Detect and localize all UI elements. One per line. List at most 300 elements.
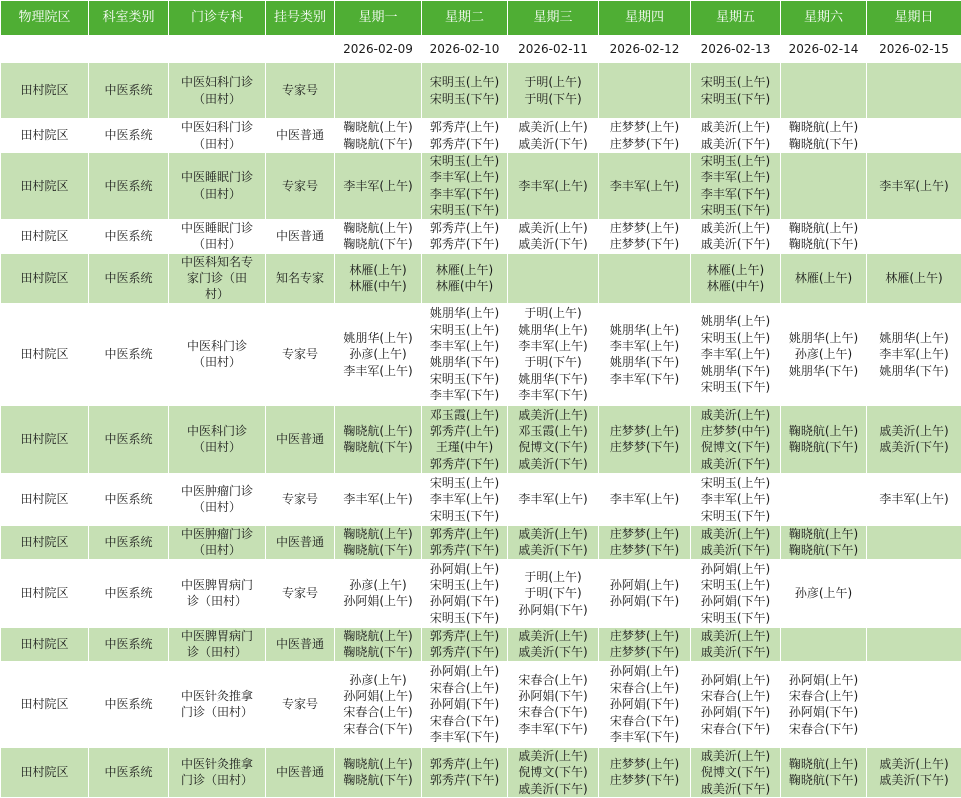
cell-line: 庄梦梦(上午) bbox=[599, 526, 690, 542]
cell-line: 孙阿娟(下午) bbox=[508, 688, 598, 704]
table-row bbox=[1, 747, 961, 797]
cell-line: 孙阿娟(上午) bbox=[691, 672, 780, 688]
schedule-cell-tuesday bbox=[422, 303, 508, 405]
cell-line: 姚朋华(上午) bbox=[867, 330, 961, 346]
cell-line: 李丰军(上午) bbox=[422, 338, 507, 354]
cell-line: 李丰军(上午) bbox=[867, 178, 961, 194]
schedule-cell-friday bbox=[691, 559, 781, 627]
cell-line: 宋明玉(上午) bbox=[691, 153, 780, 169]
cell-line: （田村） bbox=[169, 91, 265, 107]
cell-line: 宋春合(下午) bbox=[335, 721, 421, 737]
cell-line: 李丰军(上午) bbox=[867, 346, 961, 362]
schedule-cell-thursday bbox=[599, 473, 691, 525]
cell-line: 宋春合(上午) bbox=[422, 680, 507, 696]
schedule-cell-monday bbox=[335, 559, 422, 627]
schedule-cell-monday bbox=[335, 153, 422, 220]
cell-line: 戚美沂(上午) bbox=[691, 748, 780, 764]
campus-cell: 田村院区 bbox=[1, 627, 89, 661]
table-row bbox=[1, 405, 961, 473]
cell-line: 郭秀芹(下午) bbox=[422, 236, 507, 252]
schedule-cell-thursday bbox=[599, 405, 691, 473]
cell-line: 宋明玉(上午) bbox=[422, 153, 507, 169]
cell-line: 庄梦梦(上午) bbox=[599, 119, 690, 135]
cell-line: 李丰军(上午) bbox=[867, 491, 961, 507]
dept-cell: 中医系统 bbox=[89, 63, 169, 119]
cell-line: 孙阿娟(上午) bbox=[422, 561, 507, 577]
cell-line: （田村） bbox=[169, 354, 265, 370]
campus-cell: 田村院区 bbox=[1, 303, 89, 405]
campus-cell: 田村院区 bbox=[1, 63, 89, 119]
cell-line: 鞠晓航(下午) bbox=[781, 772, 866, 788]
cell-line: 孙阿娟(上午) bbox=[335, 688, 421, 704]
schedule-cell-tuesday bbox=[422, 525, 508, 559]
schedule-cell-monday bbox=[335, 219, 422, 253]
date-cell-empty bbox=[169, 36, 266, 63]
schedule-cell-tuesday bbox=[422, 253, 508, 303]
cell-line: 孙阿娟(上午) bbox=[691, 561, 780, 577]
schedule-cell-tuesday bbox=[422, 627, 508, 661]
cell-line: 庄梦梦(下午) bbox=[599, 772, 690, 788]
schedule-cell-wednesday bbox=[508, 219, 599, 253]
schedule-cell-sunday bbox=[867, 303, 961, 405]
header-friday: 星期五 bbox=[691, 1, 781, 36]
cell-line: 中医科门诊 bbox=[169, 338, 265, 354]
schedule-cell-thursday bbox=[599, 747, 691, 797]
schedule-cell-wednesday bbox=[508, 525, 599, 559]
cell-line: 鞠晓航(下午) bbox=[781, 439, 866, 455]
schedule-cell-sunday bbox=[867, 661, 961, 747]
cell-line: 庄梦梦(下午) bbox=[599, 542, 690, 558]
cell-line: 李丰军(上午) bbox=[335, 178, 421, 194]
schedule-cell-saturday bbox=[781, 219, 867, 253]
cell-line: 孙阿娟(下午) bbox=[599, 696, 690, 712]
schedule-cell-saturday bbox=[781, 627, 867, 661]
cell-line: 宋明玉(上午) bbox=[691, 74, 780, 90]
cell-line: 郭秀芹(上午) bbox=[422, 756, 507, 772]
cell-line: 林雁(中午) bbox=[422, 278, 507, 294]
cell-line: 戚美沂(下午) bbox=[508, 542, 598, 558]
header-thursday: 星期四 bbox=[599, 1, 691, 36]
clinic-cell bbox=[169, 627, 266, 661]
dept-cell: 中医系统 bbox=[89, 153, 169, 220]
schedule-cell-wednesday bbox=[508, 303, 599, 405]
cell-line: 戚美沂(上午) bbox=[867, 756, 961, 772]
clinic-cell bbox=[169, 63, 266, 119]
date-thursday: 2026-02-12 bbox=[599, 36, 691, 63]
reg-type-cell: 专家号 bbox=[266, 473, 335, 525]
cell-line: 宋春合(下午) bbox=[691, 721, 780, 737]
dept-cell: 中医系统 bbox=[89, 661, 169, 747]
schedule-cell-saturday bbox=[781, 525, 867, 559]
schedule-cell-tuesday bbox=[422, 63, 508, 119]
cell-line: 孙阿娟(下午) bbox=[781, 704, 866, 720]
cell-line: 林雁(上午) bbox=[867, 270, 961, 286]
cell-line: 宋明玉(下午) bbox=[691, 508, 780, 524]
cell-line: 李丰军(上午) bbox=[599, 338, 690, 354]
cell-line: 戚美沂(上午) bbox=[691, 628, 780, 644]
clinic-cell bbox=[169, 119, 266, 153]
cell-line: 宋春合(下午) bbox=[508, 704, 598, 720]
header-dept: 科室类别 bbox=[89, 1, 169, 36]
table-row bbox=[1, 119, 961, 153]
reg-type-cell: 知名专家 bbox=[266, 253, 335, 303]
cell-line: 于明(上午) bbox=[508, 569, 598, 585]
schedule-cell-monday bbox=[335, 119, 422, 153]
cell-line: 姚朋华(下午) bbox=[508, 371, 598, 387]
cell-line: 郭秀芹(上午) bbox=[422, 220, 507, 236]
cell-line: 孙彦(上午) bbox=[335, 577, 421, 593]
cell-line: 鞠晓航(下午) bbox=[335, 644, 421, 660]
schedule-cell-tuesday bbox=[422, 119, 508, 153]
cell-line: 戚美沂(上午) bbox=[508, 748, 598, 764]
cell-line: 林雁(上午) bbox=[335, 262, 421, 278]
cell-line: 王瑾(中午) bbox=[422, 439, 507, 455]
schedule-cell-wednesday bbox=[508, 153, 599, 220]
schedule-cell-thursday bbox=[599, 559, 691, 627]
date-sunday: 2026-02-15 bbox=[867, 36, 961, 63]
schedule-cell-tuesday bbox=[422, 405, 508, 473]
cell-line: 宋明玉(上午) bbox=[691, 577, 780, 593]
cell-line: 庄梦梦(中午) bbox=[691, 423, 780, 439]
cell-line: 鞠晓航(上午) bbox=[335, 423, 421, 439]
cell-line: 宋春合(上午) bbox=[508, 672, 598, 688]
cell-line: 倪博文(下午) bbox=[508, 764, 598, 780]
schedule-cell-saturday bbox=[781, 153, 867, 220]
schedule-cell-saturday bbox=[781, 303, 867, 405]
reg-type-cell: 专家号 bbox=[266, 303, 335, 405]
schedule-cell-tuesday bbox=[422, 559, 508, 627]
cell-line: 李丰军(上午) bbox=[508, 491, 598, 507]
cell-line: 李丰军(下午) bbox=[508, 387, 598, 403]
cell-line: 宋春合(上午) bbox=[691, 688, 780, 704]
cell-line: 姚朋华(上午) bbox=[422, 305, 507, 321]
clinic-cell bbox=[169, 153, 266, 220]
cell-line: 林雁(上午) bbox=[691, 262, 780, 278]
cell-line: （田村） bbox=[169, 542, 265, 558]
cell-line: 鞠晓航(上午) bbox=[335, 756, 421, 772]
cell-line: 中医科门诊 bbox=[169, 423, 265, 439]
dept-cell: 中医系统 bbox=[89, 119, 169, 153]
cell-line: 宋明玉(下午) bbox=[691, 379, 780, 395]
schedule-cell-saturday bbox=[781, 253, 867, 303]
schedule-cell-friday bbox=[691, 627, 781, 661]
cell-line: 戚美沂(上午) bbox=[691, 119, 780, 135]
schedule-cell-saturday bbox=[781, 405, 867, 473]
cell-line: 庄梦梦(下午) bbox=[599, 644, 690, 660]
dept-cell: 中医系统 bbox=[89, 405, 169, 473]
cell-line: 鞠晓航(上午) bbox=[335, 628, 421, 644]
cell-line: 姚朋华(上午) bbox=[508, 322, 598, 338]
reg-type-cell: 中医普通 bbox=[266, 525, 335, 559]
campus-cell: 田村院区 bbox=[1, 473, 89, 525]
schedule-cell-sunday bbox=[867, 219, 961, 253]
cell-line: 李丰军(下午) bbox=[508, 721, 598, 737]
cell-line: 鞠晓航(下午) bbox=[335, 439, 421, 455]
schedule-cell-thursday bbox=[599, 219, 691, 253]
cell-line: 宋明玉(上午) bbox=[691, 330, 780, 346]
cell-line: 戚美沂(上午) bbox=[691, 526, 780, 542]
schedule-cell-thursday bbox=[599, 661, 691, 747]
schedule-cell-monday bbox=[335, 303, 422, 405]
cell-line: 庄梦梦(上午) bbox=[599, 220, 690, 236]
schedule-cell-sunday bbox=[867, 525, 961, 559]
cell-line: 戚美沂(上午) bbox=[508, 407, 598, 423]
cell-line: 宋明玉(下午) bbox=[422, 610, 507, 626]
cell-line: 戚美沂(下午) bbox=[691, 781, 780, 797]
cell-line: 宋明玉(下午) bbox=[422, 202, 507, 218]
cell-line: （田村） bbox=[169, 439, 265, 455]
dept-cell: 中医系统 bbox=[89, 253, 169, 303]
cell-line: 孙阿娟(下午) bbox=[422, 593, 507, 609]
table-row bbox=[1, 253, 961, 303]
cell-line: 孙阿娟(上午) bbox=[781, 672, 866, 688]
header-monday: 星期一 bbox=[335, 1, 422, 36]
schedule-cell-tuesday bbox=[422, 473, 508, 525]
cell-line: 中医肿瘤门诊 bbox=[169, 483, 265, 499]
cell-line: 宋春合(上午) bbox=[781, 688, 866, 704]
cell-line: 门诊（田村） bbox=[169, 772, 265, 788]
schedule-cell-thursday bbox=[599, 303, 691, 405]
cell-line: 宋明玉(下午) bbox=[691, 610, 780, 626]
schedule-cell-friday bbox=[691, 253, 781, 303]
header-campus: 物理院区 bbox=[1, 1, 89, 36]
cell-line: 孙阿娟(下午) bbox=[599, 593, 690, 609]
cell-line: 李丰军(下午) bbox=[599, 371, 690, 387]
cell-line: 宋明玉(上午) bbox=[422, 475, 507, 491]
schedule-cell-tuesday bbox=[422, 219, 508, 253]
cell-line: 诊（田村） bbox=[169, 593, 265, 609]
cell-line: 戚美沂(下午) bbox=[867, 772, 961, 788]
cell-line: 姚朋华(下午) bbox=[691, 363, 780, 379]
cell-line: 郭秀芹(上午) bbox=[422, 423, 507, 439]
date-cell-empty bbox=[266, 36, 335, 63]
schedule-cell-saturday bbox=[781, 63, 867, 119]
schedule-cell-wednesday bbox=[508, 747, 599, 797]
cell-line: 邓玉霞(上午) bbox=[422, 407, 507, 423]
cell-line: 戚美沂(下午) bbox=[691, 542, 780, 558]
cell-line: 孙阿娟(上午) bbox=[422, 663, 507, 679]
cell-line: 孙阿娟(上午) bbox=[599, 577, 690, 593]
schedule-cell-wednesday bbox=[508, 627, 599, 661]
schedule-cell-monday bbox=[335, 63, 422, 119]
schedule-cell-sunday bbox=[867, 253, 961, 303]
cell-line: 鞠晓航(上午) bbox=[335, 220, 421, 236]
reg-type-cell: 专家号 bbox=[266, 63, 335, 119]
cell-line: 鞠晓航(上午) bbox=[335, 526, 421, 542]
cell-line: 孙彦(上午) bbox=[335, 672, 421, 688]
schedule-cell-friday bbox=[691, 661, 781, 747]
cell-line: 鞠晓航(上午) bbox=[335, 119, 421, 135]
campus-cell: 田村院区 bbox=[1, 525, 89, 559]
cell-line: 郭秀芹(下午) bbox=[422, 456, 507, 472]
schedule-cell-monday bbox=[335, 525, 422, 559]
cell-line: 村） bbox=[169, 286, 265, 302]
cell-line: 郭秀芹(下午) bbox=[422, 542, 507, 558]
cell-line: 李丰军(上午) bbox=[508, 178, 598, 194]
reg-type-cell: 中医普通 bbox=[266, 747, 335, 797]
cell-line: 庄梦梦(下午) bbox=[599, 439, 690, 455]
cell-line: 庄梦梦(上午) bbox=[599, 628, 690, 644]
reg-type-cell: 中医普通 bbox=[266, 119, 335, 153]
cell-line: 戚美沂(下午) bbox=[691, 644, 780, 660]
cell-line: 中医针灸推拿 bbox=[169, 688, 265, 704]
cell-line: （田村） bbox=[169, 186, 265, 202]
cell-line: 中医针灸推拿 bbox=[169, 756, 265, 772]
cell-line: 鞠晓航(下午) bbox=[781, 542, 866, 558]
cell-line: 鞠晓航(上午) bbox=[781, 119, 866, 135]
table-row bbox=[1, 661, 961, 747]
cell-line: 郭秀芹(下午) bbox=[422, 644, 507, 660]
schedule-cell-wednesday bbox=[508, 405, 599, 473]
cell-line: 郭秀芹(上午) bbox=[422, 628, 507, 644]
cell-line: 鞠晓航(上午) bbox=[781, 756, 866, 772]
header-wednesday: 星期三 bbox=[508, 1, 599, 36]
schedule-cell-sunday bbox=[867, 153, 961, 220]
schedule-cell-friday bbox=[691, 153, 781, 220]
cell-line: 中医妇科门诊 bbox=[169, 74, 265, 90]
schedule-cell-tuesday bbox=[422, 153, 508, 220]
cell-line: 姚朋华(下午) bbox=[781, 363, 866, 379]
cell-line: 戚美沂(上午) bbox=[508, 526, 598, 542]
cell-line: 宋明玉(下午) bbox=[422, 371, 507, 387]
campus-cell: 田村院区 bbox=[1, 253, 89, 303]
cell-line: 鞠晓航(下午) bbox=[781, 236, 866, 252]
schedule-cell-monday bbox=[335, 473, 422, 525]
table-row bbox=[1, 153, 961, 220]
schedule-cell-friday bbox=[691, 473, 781, 525]
cell-line: 鞠晓航(下午) bbox=[335, 236, 421, 252]
dept-cell: 中医系统 bbox=[89, 303, 169, 405]
cell-line: 宋明玉(上午) bbox=[422, 74, 507, 90]
date-monday: 2026-02-09 bbox=[335, 36, 422, 63]
cell-line: 李丰军(下午) bbox=[422, 387, 507, 403]
cell-line: 姚朋华(下午) bbox=[422, 354, 507, 370]
cell-line: 门诊（田村） bbox=[169, 704, 265, 720]
clinic-cell bbox=[169, 473, 266, 525]
cell-line: 林雁(中午) bbox=[691, 278, 780, 294]
cell-line: 戚美沂(上午) bbox=[508, 119, 598, 135]
campus-cell: 田村院区 bbox=[1, 747, 89, 797]
cell-line: 鞠晓航(下午) bbox=[335, 542, 421, 558]
cell-line: 戚美沂(下午) bbox=[691, 456, 780, 472]
date-friday: 2026-02-13 bbox=[691, 36, 781, 63]
table-row bbox=[1, 303, 961, 405]
schedule-cell-wednesday bbox=[508, 63, 599, 119]
schedule-cell-sunday bbox=[867, 405, 961, 473]
cell-line: 姚朋华(下午) bbox=[867, 363, 961, 379]
schedule-cell-saturday bbox=[781, 661, 867, 747]
cell-line: 姚朋华(上午) bbox=[335, 330, 421, 346]
cell-line: 李丰军(上午) bbox=[422, 169, 507, 185]
cell-line: 郭秀芹(上午) bbox=[422, 526, 507, 542]
cell-line: 戚美沂(下午) bbox=[508, 456, 598, 472]
cell-line: 于明(下午) bbox=[508, 91, 598, 107]
cell-line: 宋春合(下午) bbox=[599, 713, 690, 729]
cell-line: 戚美沂(下午) bbox=[691, 236, 780, 252]
cell-line: 郭秀芹(下午) bbox=[422, 772, 507, 788]
cell-line: 邓玉霞(上午) bbox=[508, 423, 598, 439]
cell-line: 林雁(上午) bbox=[781, 270, 866, 286]
clinic-cell bbox=[169, 405, 266, 473]
cell-line: 鞠晓航(上午) bbox=[781, 220, 866, 236]
schedule-cell-tuesday bbox=[422, 747, 508, 797]
campus-cell: 田村院区 bbox=[1, 219, 89, 253]
dept-cell: 中医系统 bbox=[89, 473, 169, 525]
cell-line: 宋明玉(上午) bbox=[422, 322, 507, 338]
cell-line: 戚美沂(上午) bbox=[867, 423, 961, 439]
table-row bbox=[1, 473, 961, 525]
cell-line: 鞠晓航(上午) bbox=[781, 526, 866, 542]
cell-line: 姚朋华(上午) bbox=[691, 313, 780, 329]
cell-line: 中医睡眠门诊 bbox=[169, 169, 265, 185]
clinic-cell bbox=[169, 525, 266, 559]
cell-line: 宋明玉(上午) bbox=[422, 577, 507, 593]
campus-cell: 田村院区 bbox=[1, 119, 89, 153]
date-cell-empty bbox=[89, 36, 169, 63]
cell-line: 戚美沂(下午) bbox=[508, 136, 598, 152]
clinic-cell bbox=[169, 559, 266, 627]
clinic-cell bbox=[169, 253, 266, 303]
date-tuesday: 2026-02-10 bbox=[422, 36, 508, 63]
cell-line: 李丰军(上午) bbox=[335, 491, 421, 507]
cell-line: 戚美沂(上午) bbox=[691, 407, 780, 423]
cell-line: 戚美沂(下午) bbox=[508, 644, 598, 660]
cell-line: 家门诊（田 bbox=[169, 270, 265, 286]
campus-cell: 田村院区 bbox=[1, 405, 89, 473]
dept-cell: 中医系统 bbox=[89, 747, 169, 797]
clinic-cell bbox=[169, 747, 266, 797]
cell-line: 戚美沂(下午) bbox=[867, 439, 961, 455]
table-row bbox=[1, 627, 961, 661]
cell-line: 李丰军(上午) bbox=[508, 338, 598, 354]
cell-line: 宋春合(上午) bbox=[599, 680, 690, 696]
schedule-cell-sunday bbox=[867, 119, 961, 153]
schedule-cell-sunday bbox=[867, 747, 961, 797]
header-row bbox=[1, 1, 961, 36]
header-sunday: 星期日 bbox=[867, 1, 961, 36]
cell-line: 鞠晓航(下午) bbox=[335, 772, 421, 788]
dept-cell: 中医系统 bbox=[89, 627, 169, 661]
cell-line: 中医肿瘤门诊 bbox=[169, 526, 265, 542]
cell-line: 林雁(上午) bbox=[422, 262, 507, 278]
schedule-cell-wednesday bbox=[508, 661, 599, 747]
schedule-cell-saturday bbox=[781, 747, 867, 797]
cell-line: 戚美沂(上午) bbox=[691, 220, 780, 236]
cell-line: 中医睡眠门诊 bbox=[169, 220, 265, 236]
cell-line: 李丰军(上午) bbox=[599, 491, 690, 507]
cell-line: 庄梦梦(上午) bbox=[599, 423, 690, 439]
cell-line: 鞠晓航(下午) bbox=[335, 136, 421, 152]
cell-line: 李丰军(上午) bbox=[422, 491, 507, 507]
cell-line: 于明(上午) bbox=[508, 74, 598, 90]
cell-line: （田村） bbox=[169, 236, 265, 252]
cell-line: 中医妇科门诊 bbox=[169, 119, 265, 135]
cell-line: 中医科知名专 bbox=[169, 254, 265, 270]
cell-line: 戚美沂(上午) bbox=[508, 628, 598, 644]
header-reg-type: 挂号类别 bbox=[266, 1, 335, 36]
cell-line: 宋明玉(上午) bbox=[691, 475, 780, 491]
cell-line: 庄梦梦(下午) bbox=[599, 136, 690, 152]
schedule-cell-monday bbox=[335, 627, 422, 661]
schedule-cell-friday bbox=[691, 405, 781, 473]
cell-line: 宋明玉(下午) bbox=[691, 91, 780, 107]
schedule-cell-friday bbox=[691, 219, 781, 253]
cell-line: 宋春合(上午) bbox=[335, 704, 421, 720]
date-row bbox=[1, 36, 961, 63]
date-saturday: 2026-02-14 bbox=[781, 36, 867, 63]
cell-line: 鞠晓航(下午) bbox=[781, 136, 866, 152]
clinic-cell bbox=[169, 219, 266, 253]
